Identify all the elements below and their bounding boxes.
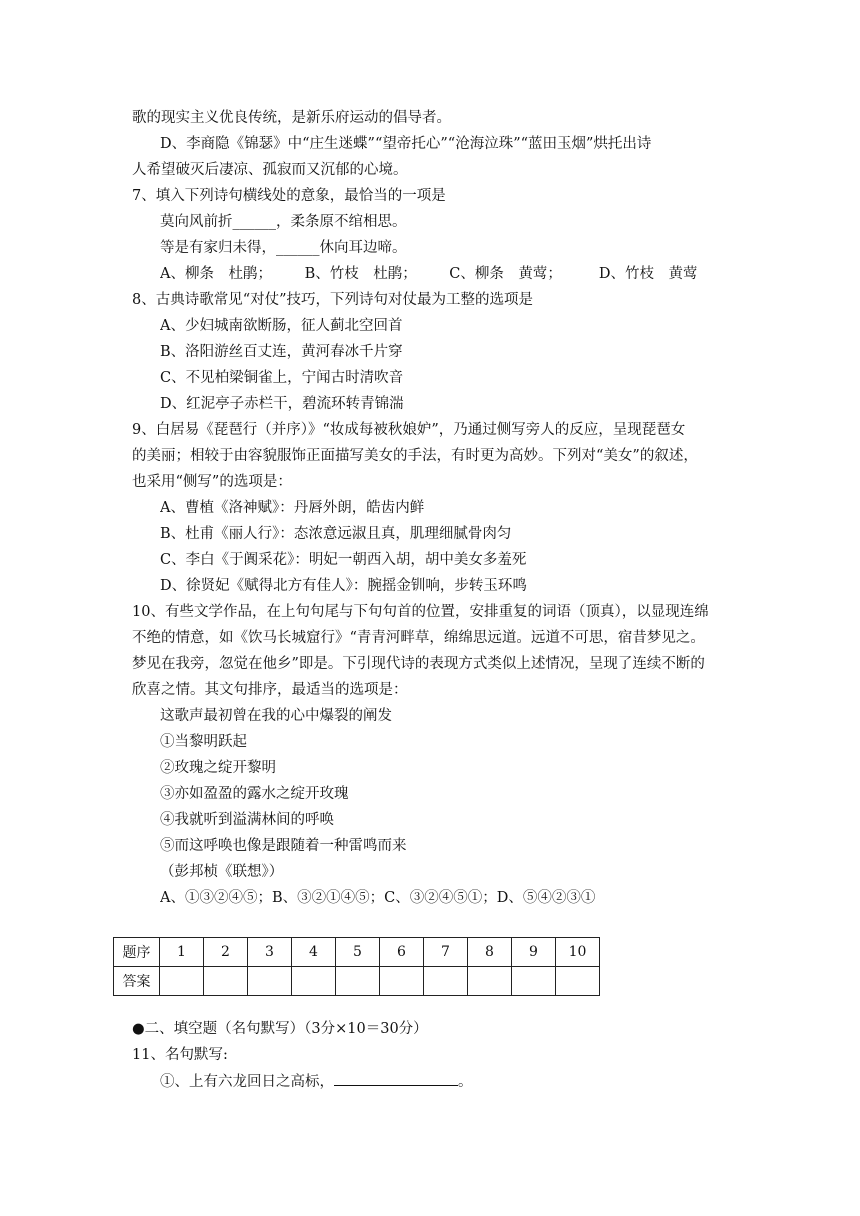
question-number: 5	[336, 938, 380, 967]
option-b: B、竹枝 杜鹃；	[304, 266, 417, 282]
item-end: 。	[458, 1074, 473, 1090]
poem-line: 等是有家归未得，______休向耳边啼。	[160, 240, 407, 256]
q7-options	[160, 264, 740, 284]
question-number: 2	[204, 938, 248, 967]
question-number: 3	[248, 938, 292, 967]
option-a: A、柳条 杜鹃；	[160, 266, 272, 282]
question-number: 1	[160, 938, 204, 967]
answer-cell[interactable]	[292, 967, 336, 996]
text-line: 梦见在我旁，忽觉在他乡”即是。下引现代诗的表现方式类似上述情况，呈现了连续不断的	[132, 656, 705, 672]
poem-line: 莫向风前折______，柔条原不绾相思。	[160, 214, 407, 230]
question-number: 9	[512, 938, 556, 967]
poem-line: ③亦如盈盈的露水之绽开玫瑰	[160, 786, 349, 802]
option-c: C、柳条 黄莺；	[449, 266, 562, 282]
poem-source: （彭邦桢《联想》）	[160, 864, 284, 880]
answer-cell[interactable]	[512, 967, 556, 996]
table-row	[114, 967, 600, 996]
answer-cell[interactable]	[248, 967, 292, 996]
option-c: C、李白《于阗采花》：明妃一朝西入胡，胡中美女多羞死	[160, 552, 527, 568]
text-line: 不绝的情意，如《饮马长城窟行》“青青河畔草，绵绵思远道。远道不可思，宿昔梦见之。	[132, 630, 705, 646]
section-heading: ●二、填空题（名句默写）（3分×10＝30分）	[132, 1021, 428, 1037]
answer-cell[interactable]	[424, 967, 468, 996]
question-9: 9、白居易《琵琶行（并序）》“妆成每被秋娘妒”，乃通过侧写旁人的反应，呈现琵琶女	[132, 422, 686, 438]
poem-line: ⑤而这呼唤也像是跟随着一种雷鸣而来	[160, 838, 407, 854]
question-number: 4	[292, 938, 336, 967]
option-b: B、杜甫《丽人行》：态浓意远淑且真，肌理细腻骨肉匀	[160, 526, 512, 542]
question-11: 11、名句默写:	[132, 1047, 228, 1063]
answer-cell[interactable]	[556, 967, 600, 996]
question-7: 7、填入下列诗句横线处的意象，最恰当的一项是	[132, 188, 446, 204]
row-header: 题序	[114, 938, 160, 967]
question-8: 8、古典诗歌常见“对仗”技巧，下列诗句对仗最为工整的选项是	[132, 292, 534, 308]
poem-line: 这歌声最初曾在我的心中爆裂的阐发	[160, 708, 392, 724]
option-d: D、竹枝 黄莺	[598, 266, 698, 282]
answer-cell[interactable]	[160, 967, 204, 996]
answer-cell[interactable]	[380, 967, 424, 996]
table-row	[114, 938, 600, 967]
option-d: D、徐贤妃《赋得北方有佳人》：腕摇金钏响，步转玉环鸣	[160, 578, 527, 594]
question-number: 10	[556, 938, 600, 967]
poem-line: ②玫瑰之绽开黎明	[160, 760, 276, 776]
question-number: 8	[468, 938, 512, 967]
item-text: ①、上有六龙回日之高标，	[160, 1074, 334, 1090]
text-line: 也采用“侧写”的选项是：	[132, 474, 292, 490]
answer-cell[interactable]	[204, 967, 248, 996]
question-10: 10、有些文学作品，在上句句尾与下句句首的位置，安排重复的词语（顶真），以显现连绵	[132, 604, 709, 620]
row-header: 答案	[114, 967, 160, 996]
text-line: 欣喜之情。其文句排序，最适当的选项是：	[132, 682, 408, 698]
answer-cell[interactable]	[336, 967, 380, 996]
answer-cell[interactable]	[468, 967, 512, 996]
answer-table	[113, 937, 600, 996]
text-line: 的美丽；相较于由容貌服饰正面描写美女的手法，有时更为高妙。下列对“美女”的叙述，	[132, 448, 698, 464]
question-number: 7	[424, 938, 468, 967]
poem-line: ④我就听到溢满林间的呼唤	[160, 812, 334, 828]
option-a: A、少妇城南欲断肠，征人蓟北空回首	[160, 318, 403, 334]
option-b: B、洛阳游丝百丈连，黄河春冰千片穿	[160, 344, 403, 360]
text-line: 人希望破灭后凄凉、孤寂而又沉郁的心境。	[132, 162, 408, 178]
option-a: A、曹植《洛神赋》：丹唇外朗，皓齿内鲜	[160, 500, 425, 516]
poem-line: ①当黎明跃起	[160, 734, 247, 750]
fill-blank[interactable]	[334, 1071, 458, 1086]
text-line: 歌的现实主义优良传统，是新乐府运动的倡导者。	[132, 110, 451, 126]
text-line: D、李商隐《锦瑟》中“庄生迷蝶”“望帝托心”“沧海泣珠”“蓝田玉烟”烘托出诗	[160, 136, 652, 152]
q10-options: A、①③②④⑤；B、③②①④⑤；C、③②④⑤①；D、⑤④②③①	[160, 890, 596, 906]
fill-in-item	[160, 1071, 740, 1092]
option-d: D、红泥亭子赤栏干，碧流环转青锦湍	[160, 396, 404, 412]
question-number: 6	[380, 938, 424, 967]
option-c: C、不见柏梁铜雀上，宁闻古时清吹音	[160, 370, 404, 386]
